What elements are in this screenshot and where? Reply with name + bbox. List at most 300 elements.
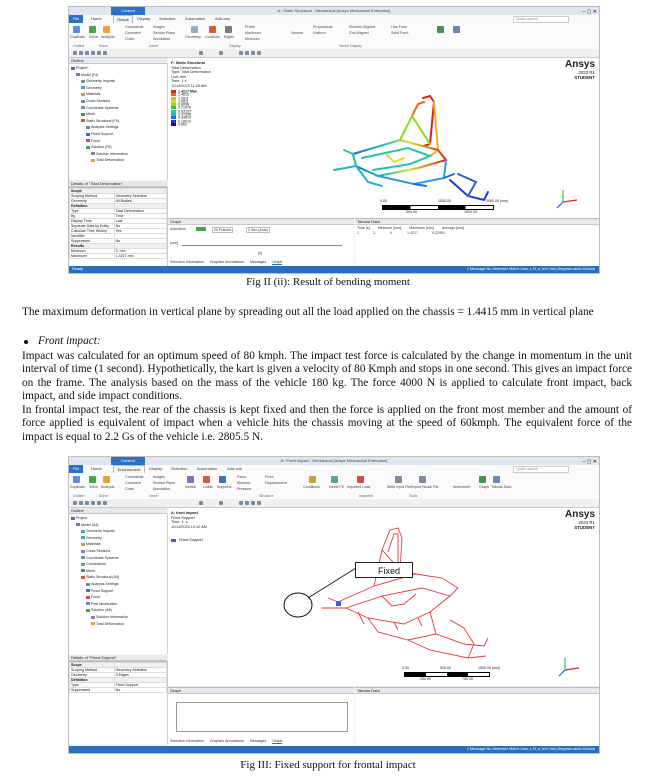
body-icon[interactable] — [257, 501, 261, 505]
viewport-info-line: F: Static Structural — [171, 61, 205, 65]
bottom-tabs[interactable] — [170, 739, 288, 743]
details-title: Details of "Total Deformation" — [69, 181, 167, 187]
tree-node-icon — [76, 523, 80, 526]
magnifier-icon[interactable] — [103, 51, 107, 55]
details-value[interactable]: Yes — [114, 229, 166, 234]
tabular-title: Tabular Data — [355, 219, 599, 225]
details-key: Calculate Time History — [70, 229, 115, 234]
details-key: Scope — [70, 189, 115, 194]
inertial-label: Inertial — [185, 485, 196, 489]
group-imported: Imported — [359, 494, 374, 498]
tree-item[interactable]: Model (A4) — [76, 523, 99, 527]
details-key: Display Time — [70, 219, 115, 224]
tab-display[interactable]: Display — [137, 16, 151, 21]
tab-selection[interactable]: Selection — [159, 16, 176, 21]
conditions-label: Conditions — [303, 485, 320, 489]
tree-item[interactable]: Cross Sections — [81, 549, 110, 553]
fit-icon[interactable] — [97, 51, 101, 55]
magnifier-icon[interactable] — [103, 501, 107, 505]
tree-item[interactable]: Force — [86, 595, 100, 599]
group-insert: Insert — [149, 44, 158, 48]
fixed-button[interactable]: Fixed — [265, 475, 274, 479]
fit-icon[interactable] — [97, 501, 101, 505]
tree-node-icon — [81, 86, 85, 89]
window-title: A : Static Structural - Mechanical [Ansys Mechanical Enterprise] — [277, 8, 391, 13]
legend-entry: 0 Min — [171, 123, 197, 126]
vectors-button[interactable]: Vectors — [291, 31, 303, 35]
probe-button[interactable]: Probe — [245, 25, 255, 29]
legend-entry: 0.18019 — [171, 120, 197, 123]
edges-icon[interactable] — [225, 26, 232, 33]
export-nodal-icon[interactable] — [419, 476, 426, 483]
tabular-cell: 1. — [373, 231, 376, 235]
annotation-leader-line — [308, 568, 356, 598]
select-icon[interactable] — [199, 501, 203, 505]
tree-item[interactable]: Solution Information — [91, 152, 128, 156]
details-key: Maximum — [70, 254, 115, 259]
viewport-info-line: Type: Total Deformation — [171, 70, 212, 75]
tabular-header: Minimum [mm] — [377, 226, 402, 230]
tree-node-icon — [91, 622, 95, 625]
tree-node-icon — [76, 73, 80, 76]
details-row[interactable] — [70, 688, 167, 693]
graph-icon[interactable] — [479, 476, 486, 483]
viewport-info-line: Time: 1 s — [171, 79, 187, 84]
solve-icon[interactable] — [89, 26, 96, 33]
title-bar — [69, 7, 599, 15]
tab-environment[interactable]: Environment — [113, 465, 145, 474]
group-outline: Outline — [73, 44, 85, 48]
details-key: Scoping Method — [70, 194, 115, 199]
details-value[interactable]: Geometry Selection — [114, 668, 166, 673]
graph-title: Graph — [168, 688, 354, 694]
tabular-data-icon[interactable] — [493, 476, 500, 483]
tree-item[interactable]: Model (F4) — [76, 73, 98, 77]
proportional-button[interactable]: Proportional — [313, 25, 333, 29]
images-button[interactable]: Images — [153, 25, 165, 29]
legend-entry: 0.34819 — [171, 116, 197, 119]
body-icon[interactable] — [257, 51, 261, 55]
pressure-button[interactable]: Pressure — [237, 487, 252, 491]
legend-entry: 1.0811 — [171, 97, 197, 100]
frames-select[interactable]: 20 Frames — [214, 228, 232, 232]
graph-panel — [168, 687, 354, 746]
details-title: Details of "Fixed Support" — [69, 655, 167, 661]
title-bar — [69, 457, 599, 465]
export-nodal-label: Export Nodal File — [411, 485, 439, 489]
status-units[interactable]: 1 Message No Selection Metric (mm, t, N, s, mV, mA) Degrees rad/s Celsius — [466, 267, 595, 271]
tree-node-icon — [81, 93, 85, 96]
images-button[interactable]: Images — [153, 475, 165, 479]
element-aligned-button[interactable]: Element Aligned — [349, 25, 375, 29]
tree-item[interactable]: Coordinate Systems — [81, 106, 118, 110]
tree-item[interactable]: Fixed Support — [86, 589, 113, 593]
tree-item[interactable]: Geometry — [81, 86, 102, 90]
ansys-logo: Ansys 2023 R1 STUDENT — [564, 509, 595, 530]
displacement-button[interactable]: Displacement — [265, 481, 287, 485]
section-heading-front-impact: Front impact: — [38, 335, 101, 347]
tree-node-icon — [81, 556, 85, 559]
bottom-tab[interactable]: Graph — [272, 260, 283, 264]
direct-fe-icon[interactable] — [331, 476, 338, 483]
imported-load-icon[interactable] — [357, 476, 364, 483]
tab-addons[interactable]: Add-ons — [227, 466, 242, 471]
group-solve: Solve — [99, 494, 108, 498]
inertial-icon[interactable] — [187, 476, 194, 483]
tab-selection[interactable]: Selection — [171, 466, 188, 471]
bottom-tab[interactable]: Selection Information — [170, 260, 204, 264]
commands-button[interactable]: Commands — [125, 25, 144, 29]
ansys-screenshot-bending — [68, 6, 600, 274]
outline-tree — [69, 64, 168, 180]
status-bar — [69, 746, 599, 753]
chart-button[interactable]: Chart — [125, 37, 134, 41]
tree-node-icon — [91, 159, 95, 162]
details-key: Suppressed — [70, 239, 115, 244]
contours-icon[interactable] — [209, 26, 216, 33]
tree-node-icon — [86, 146, 90, 149]
tree-node-icon — [86, 609, 90, 612]
scale-label-mid2: 1500.00 — [464, 210, 477, 214]
kart-chassis-deformed[interactable] — [168, 58, 599, 218]
legend-entry: 0.71076 — [171, 106, 197, 109]
edge-icon[interactable] — [245, 501, 249, 505]
tree-item[interactable]: Project — [71, 516, 87, 520]
solve-label: Solve — [89, 485, 98, 489]
solid-form-button[interactable]: Solid Form — [391, 31, 409, 35]
details-value[interactable]: 0. mm — [114, 249, 166, 254]
tree-item[interactable]: Project* — [71, 66, 89, 70]
fixed-region-marker — [284, 593, 312, 617]
edges-label: Edges — [224, 35, 235, 39]
tab-display[interactable]: Display — [149, 466, 163, 471]
annotation-button[interactable]: Annotation — [153, 37, 171, 41]
select-icon[interactable] — [199, 51, 203, 55]
context-tab[interactable]: Context — [111, 7, 145, 15]
tree-item[interactable]: Solution (F6) — [86, 145, 112, 149]
graphics-toolbar — [69, 49, 599, 58]
grid-aligned-button[interactable]: Grid Aligned — [349, 31, 369, 35]
details-key: Identifier — [70, 234, 115, 239]
tree-item[interactable]: Geometry — [81, 536, 102, 540]
annotation-button[interactable]: Annotation — [153, 487, 171, 491]
bottom-tab[interactable]: Graph — [272, 739, 283, 743]
details-row[interactable] — [70, 254, 167, 259]
tree-item[interactable]: Static Structural (A5) — [81, 575, 119, 579]
tree-item[interactable]: Materials — [81, 92, 101, 96]
details-key: Geometry — [70, 673, 115, 678]
tree-node-icon — [86, 583, 90, 586]
speed-select[interactable]: 2 Sec (Auto) — [248, 228, 268, 232]
duplicate-icon[interactable] — [73, 26, 80, 33]
details-key: Minimum — [70, 249, 115, 254]
bottom-tabs[interactable] — [170, 260, 288, 264]
tab-home[interactable]: Home — [91, 466, 102, 471]
tree-node-icon — [71, 67, 75, 70]
tree-item[interactable]: Connections — [81, 562, 106, 566]
tree-item[interactable]: Total Deformation — [91, 158, 124, 162]
tabular-title: Tabular Data — [355, 688, 599, 694]
loads-label: Loads — [203, 485, 213, 489]
details-value[interactable]: No — [114, 239, 166, 244]
details-key: Definition — [70, 204, 115, 209]
tabular-header: Average [mm] — [441, 226, 465, 230]
solve-icon[interactable] — [89, 476, 96, 483]
tree-item[interactable]: Mesh — [81, 569, 95, 573]
box-zoom-icon[interactable] — [91, 501, 95, 505]
scale-label-2: 1000.00 (mm) — [478, 666, 501, 670]
tabular-row — [357, 231, 459, 235]
graphics-viewport[interactable] — [168, 508, 599, 686]
tree-item[interactable]: Solution (A6) — [86, 608, 112, 612]
uniform-button[interactable]: Uniform — [313, 31, 326, 35]
tree-node-icon — [86, 126, 90, 129]
scale-label-1: 1000.00 — [438, 199, 451, 203]
tree-node-icon — [91, 616, 95, 619]
write-input-icon[interactable] — [395, 476, 402, 483]
details-value[interactable]: Geometry Selection — [114, 194, 166, 199]
section-plane-button[interactable]: Section Plane — [153, 31, 176, 35]
analysis-icon[interactable] — [103, 26, 110, 33]
tree-node-icon — [81, 530, 85, 533]
paragraph-frontal-impact-test: In frontal impact test, the rear of the chassis is kept fixed and then the force is applied on the front most member and the amount of force applied is equivalent of impact when a vehicle hits the chassis moving at the speed of 60kmph. The equivalent force of the impact is equal to 2.2 Gs of the vehicle i.e. 2805.5 N. — [22, 404, 632, 443]
details-value[interactable]: Time — [114, 214, 166, 219]
graph-title: Graph — [168, 219, 354, 225]
tree-item[interactable]: Analysis Settings — [86, 582, 118, 586]
legend-entry: 1.0811 — [171, 100, 197, 103]
geometry-display-icon[interactable] — [191, 26, 198, 33]
tree-item[interactable]: Static Structural (F5) — [81, 119, 119, 123]
tree-item[interactable]: Post Idealization — [86, 602, 117, 606]
viewport-info-line: Time: 1. s — [171, 520, 188, 525]
tree-node-icon — [91, 152, 95, 155]
commands-button[interactable]: Commands — [125, 475, 144, 479]
mode-icon[interactable] — [219, 51, 223, 55]
tree-item[interactable]: Materials — [81, 542, 101, 546]
tree-item[interactable]: Solution Information — [91, 615, 128, 619]
worksheet-button[interactable]: Worksheet — [453, 485, 471, 489]
bottom-tab[interactable]: Messages — [249, 260, 267, 264]
legend-entry: 1.4615 — [171, 93, 197, 96]
tree-node-icon — [81, 569, 85, 572]
duplicate-icon[interactable] — [73, 476, 80, 483]
details-key: Separate Data by Entity — [70, 224, 115, 229]
comment-button[interactable]: Comment — [125, 481, 141, 485]
chart-button[interactable]: Chart — [125, 487, 134, 491]
details-value[interactable]: Total Deformation — [114, 209, 166, 214]
analysis-label: Analysis — [101, 35, 115, 39]
supports-icon[interactable] — [219, 476, 226, 483]
tabular-data-panel — [355, 218, 599, 267]
bottom-tab[interactable]: Graphics Annotations — [209, 260, 244, 264]
rotate-icon[interactable] — [73, 501, 77, 505]
vertex-icon[interactable] — [239, 501, 243, 505]
viewport-info-line: A: front impact — [171, 511, 198, 515]
details-value[interactable]: Last — [114, 219, 166, 224]
scale-label-mid1: 250.00 — [420, 677, 431, 681]
group-vector-display: Vector Display — [339, 44, 362, 48]
paragraph-impact-calculation: Impact was calculated for an optimum speed of 80 kmph. The impact test force is calculated by the change in momentum in the unit interval of time (1 second). Hypothetically, the kart is given a velocity of 80 Kmph and stops in one second. This gives an impact force on the frame. The analysis based on the mass of the vehicle 180 kg. The force 4000 N is applied to calculate front impact, back impact, and side impact conditions. — [22, 350, 632, 403]
viewport-info-line: Unit: mm — [171, 74, 187, 79]
viewport-info-line: 11/14/2023 10:12 AM — [171, 524, 207, 529]
details-value[interactable]: No — [114, 224, 166, 229]
views-icon[interactable] — [453, 26, 460, 33]
tab-file[interactable]: File — [69, 15, 83, 23]
force-button[interactable]: Force — [237, 475, 247, 479]
tree-node-icon — [86, 596, 90, 599]
tree-node-icon — [86, 589, 90, 592]
tab-home[interactable]: Home — [91, 16, 102, 21]
tree-node-icon — [86, 133, 90, 136]
pan-icon[interactable] — [79, 501, 83, 505]
supports-label: Supports — [217, 485, 232, 489]
tabular-cell: 0.22951 — [432, 231, 445, 235]
ribbon — [69, 473, 599, 500]
face-icon[interactable] — [251, 51, 255, 55]
tree-item[interactable]: Geometry Imports — [81, 529, 115, 533]
details-value[interactable]: Fixed Support — [114, 683, 166, 688]
details-value[interactable]: 3 Edges — [114, 673, 166, 678]
graph-y-unit: [mm] — [170, 241, 178, 245]
capped-isosurface-icon[interactable] — [437, 26, 444, 33]
mode-icon[interactable] — [219, 501, 223, 505]
tree-item[interactable]: Cross Sections — [81, 99, 110, 103]
tabular-cell: 1 — [357, 231, 359, 235]
group-tools: Tools — [409, 494, 418, 498]
tree-node-icon — [81, 550, 85, 553]
tree-item[interactable]: Fixed Support — [86, 132, 113, 136]
rotate-icon[interactable] — [73, 51, 77, 55]
details-value[interactable]: 1.4217 mm — [114, 254, 166, 259]
details-value[interactable]: No — [114, 688, 166, 693]
tree-node-icon — [81, 100, 85, 103]
details-key: By — [70, 214, 115, 219]
viewport-info-line: Fixed Support — [171, 515, 195, 520]
zoom-icon[interactable] — [85, 501, 89, 505]
ansys-screenshot-front-impact — [68, 456, 600, 754]
face-icon[interactable] — [251, 501, 255, 505]
ribbon — [69, 23, 599, 50]
tree-node-icon — [81, 536, 85, 539]
comment-button[interactable]: Comment — [125, 31, 141, 35]
window-controls[interactable]: – ▢ ✕ — [582, 459, 597, 465]
scale-label-2: 2000.00 (mm) — [486, 199, 509, 203]
tree-node-icon — [81, 576, 85, 579]
geometry-label: Geometry — [185, 35, 201, 39]
box-zoom-icon[interactable] — [91, 51, 95, 55]
status-bar — [69, 266, 599, 273]
triad-axis-icon — [557, 656, 583, 678]
status-units[interactable]: 1 Message No Selection Metric (mm, t, N, s, mV, mA) Degrees rad/s Celsius — [466, 747, 595, 751]
legend-entry: 0.47396 — [171, 113, 197, 116]
scale-bar — [404, 672, 490, 677]
minimum-button[interactable]: Minimum — [245, 37, 260, 41]
group-structure: Structure — [259, 494, 274, 498]
tabular-cell: 0. — [390, 231, 393, 235]
tab-addons[interactable]: Add-ons — [215, 16, 230, 21]
play-icon[interactable] — [196, 227, 206, 231]
details-key: Scoping Method — [70, 668, 115, 673]
bullet-icon — [24, 340, 28, 344]
fixed-support-legend: Fixed Support — [171, 538, 203, 542]
line-form-button[interactable]: Line Form — [391, 25, 408, 29]
bottom-tab[interactable]: Messages — [249, 739, 267, 743]
quick-launch-input[interactable]: Quick Launch — [513, 466, 569, 473]
graph-panel — [168, 218, 354, 267]
window-title: A : Front impact - Mechanical [Ansys Mechanical Enterprise] — [280, 458, 388, 463]
graphics-viewport[interactable] — [168, 58, 599, 218]
loads-icon[interactable] — [203, 476, 210, 483]
scale-label-mid1: 500.00 — [406, 210, 417, 214]
bottom-tab[interactable]: Graphics Annotations — [209, 739, 244, 743]
tree-item[interactable]: Mesh — [81, 112, 95, 116]
tabular-data-panel — [355, 687, 599, 746]
group-outline: Outline — [73, 494, 85, 498]
write-input-label: Write Input File — [387, 485, 412, 489]
tree-item[interactable]: Total Deformation — [91, 622, 124, 626]
window-controls[interactable]: – ▢ ✕ — [582, 9, 597, 15]
tree-node-icon — [86, 139, 90, 142]
viewport-info-line: Total Deformation — [171, 65, 201, 70]
tab-automation[interactable]: Automation — [185, 16, 206, 21]
group-solve: Solve — [99, 44, 108, 48]
solve-label: Solve — [89, 35, 98, 39]
tree-item[interactable]: Force — [86, 139, 100, 143]
conditions-icon[interactable] — [309, 476, 316, 483]
details-value[interactable]: All Bodies — [114, 199, 166, 204]
zoom-icon[interactable] — [85, 51, 89, 55]
tab-automation[interactable]: Automation — [197, 466, 218, 471]
details-key: Scope — [70, 663, 115, 668]
vertex-icon[interactable] — [239, 51, 243, 55]
tree-item[interactable]: Coordinate Systems — [81, 556, 118, 560]
tree-node-icon — [81, 80, 85, 83]
tree-item[interactable]: Analysis Settings — [86, 125, 118, 129]
graph-x-unit: [s] — [258, 251, 262, 255]
tabular-data-label: Tabular Data — [491, 485, 512, 489]
legend-entry: 1.4217 Max — [171, 90, 197, 93]
tree-node-icon — [71, 517, 75, 520]
tab-file[interactable]: File — [69, 465, 83, 473]
figure-caption-1: Fig II (ii): Result of bending moment — [246, 276, 410, 288]
kart-chassis-wireframe[interactable] — [168, 508, 599, 686]
pan-icon[interactable] — [79, 51, 83, 55]
fixed-annotation-box: Fixed — [355, 562, 413, 578]
tree-node-icon — [81, 113, 85, 116]
duplicate-label: Duplicate — [70, 35, 85, 39]
context-tab[interactable]: Context — [111, 457, 145, 465]
group-insert: Insert — [149, 494, 158, 498]
imported-load-label: Imported Load — [347, 485, 371, 489]
maximum-button[interactable]: Maximum — [245, 31, 261, 35]
figure-caption-2: Fig III: Fixed support for frontal impact — [240, 759, 416, 771]
tab-result[interactable]: Result — [113, 15, 133, 24]
quick-launch-input[interactable]: Quick Launch — [513, 16, 569, 23]
tree-node-icon — [86, 602, 90, 605]
details-panel — [69, 187, 168, 266]
analysis-icon[interactable] — [103, 476, 110, 483]
edge-icon[interactable] — [245, 51, 249, 55]
group-display: Display — [229, 44, 241, 48]
section-plane-button[interactable]: Section Plane — [153, 481, 176, 485]
graph-area — [176, 702, 348, 732]
animation-label: Animation — [170, 227, 186, 231]
bottom-tab[interactable]: Selection Information — [170, 739, 204, 743]
analysis-label: Analysis — [101, 485, 115, 489]
tree-item[interactable]: Geometry Imports — [81, 79, 115, 83]
moment-button[interactable]: Moment — [237, 481, 250, 485]
direct-fe-label: Direct FE — [329, 485, 344, 489]
